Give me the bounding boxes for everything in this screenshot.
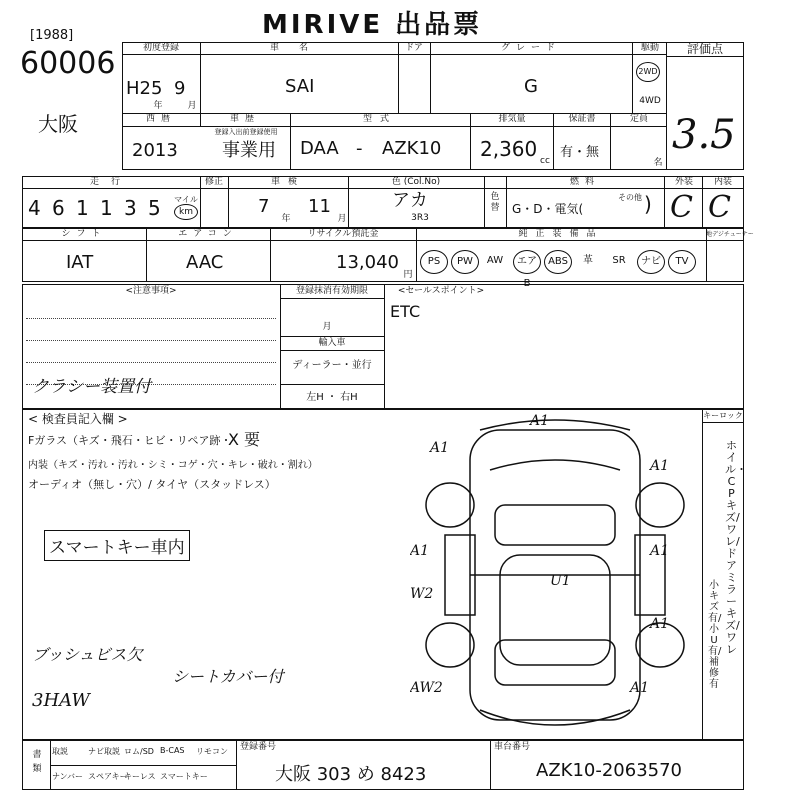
- doors-label: ドア: [405, 43, 423, 53]
- year-western-value: 2013: [132, 140, 178, 161]
- color-code: 3R3: [411, 213, 429, 223]
- inspector-hand-1: ブッシュビス欠: [32, 645, 143, 664]
- inspect-month: 11: [308, 196, 331, 217]
- plate-number: 大阪 303 め 8423: [275, 764, 427, 785]
- damage-mark: A1: [410, 543, 430, 559]
- equipment-item: PS: [420, 250, 448, 274]
- notes-handwritten: クラシー装置付: [32, 377, 151, 397]
- key-lock-note: ホイル・CPキズ/ワレ/ドアミラーキズ/ワレ: [725, 439, 747, 656]
- mileage-digit: 5: [148, 196, 161, 220]
- mileage-digit: 6: [52, 196, 65, 220]
- sales-point-value: ETC: [390, 302, 421, 321]
- auction-location: 大阪: [38, 112, 78, 136]
- drive-2wd: 2WD: [636, 62, 660, 82]
- accessory-item: B-CAS: [160, 746, 185, 755]
- equipment-item: AW: [486, 255, 504, 266]
- first-reg-month: 9: [174, 78, 186, 99]
- grade-value: 3.5: [672, 112, 736, 158]
- import-value: ディーラー・並行: [292, 360, 372, 371]
- history-value: 事業用: [222, 140, 276, 161]
- chassis-number: AZK10-2063570: [536, 760, 683, 781]
- model-code: AZK10: [382, 138, 442, 159]
- mileage-digit: 3: [124, 196, 137, 220]
- inspect-year: 7: [258, 196, 270, 217]
- mileage-digit: 4: [28, 196, 41, 220]
- mileage-digit: 1: [76, 196, 89, 220]
- accessory-item: ナビ取説: [88, 747, 120, 756]
- form-title: MIRIVE 出品票: [262, 10, 483, 40]
- displacement-value: 2,360: [480, 137, 538, 161]
- accessory-item: キーレス: [124, 772, 156, 781]
- equipment-item: エアB: [513, 250, 541, 274]
- first-reg-label: 初度登録: [142, 43, 179, 53]
- interior-grade: C: [708, 190, 731, 225]
- equipment-item: 革: [583, 255, 593, 266]
- grade-label: 評価点: [686, 42, 723, 56]
- damage-mark: A1: [650, 616, 670, 632]
- km-unit: km: [174, 204, 198, 220]
- accessory-item: リモコン: [196, 747, 228, 756]
- accessory-item: ナンバー: [52, 772, 84, 781]
- lot-number: 60006: [20, 46, 116, 81]
- color-value: アカ: [392, 190, 428, 211]
- damage-mark: AW2: [410, 680, 443, 696]
- grade-col-label: グレード: [500, 43, 561, 53]
- car-name-value: SAI: [285, 76, 315, 97]
- steering-value: 左H ・ 右H: [306, 392, 358, 403]
- accessory-item: スマートキー: [160, 772, 208, 781]
- lot-prefix: [1988]: [30, 28, 74, 43]
- damage-mark: A1: [630, 680, 650, 696]
- equipment-item: TV: [668, 250, 696, 274]
- damage-mark: A1: [530, 413, 550, 429]
- warranty-value: 有・無: [560, 145, 600, 160]
- first-reg-year: H25: [126, 78, 163, 99]
- grade-value-text: G: [524, 76, 538, 97]
- inspector-hand-3: 3HAW: [32, 690, 90, 711]
- damage-mark: A1: [650, 543, 670, 559]
- recycle-value: 13,040: [336, 252, 399, 273]
- fuel-value: G・D・電気(: [512, 202, 584, 216]
- drive-label: 駆動: [640, 43, 659, 53]
- drive-4wd: 4WD: [639, 96, 661, 106]
- smart-key-note: スマートキー車内: [44, 530, 190, 561]
- damage-mark: A1: [650, 458, 670, 474]
- equipment-item: PW: [451, 250, 479, 274]
- damage-mark: U1: [550, 573, 571, 589]
- mileage-digit: 1: [100, 196, 113, 220]
- accessory-item: 取説: [52, 747, 68, 756]
- damage-mark: W2: [410, 586, 434, 602]
- inspector-hand-2: シートカバー付: [172, 667, 284, 686]
- car-damage-diagram: [410, 410, 700, 740]
- exterior-grade: C: [670, 190, 693, 225]
- accessory-item: スペアキー: [88, 772, 128, 781]
- aircon-value: AAC: [186, 252, 224, 273]
- accessory-item: ロム/SD: [124, 747, 154, 756]
- equipment-item: ナビ: [637, 250, 665, 274]
- equipment-item: ABS: [544, 250, 572, 274]
- damage-mark: A1: [430, 440, 450, 456]
- key-lock-note-2: 小キズ有/小U有/補修有: [708, 580, 722, 690]
- equipment-item: SR: [612, 255, 626, 266]
- car-name-label: 車名: [269, 43, 328, 53]
- shift-value: IAT: [66, 252, 94, 273]
- model-prefix: DAA: [300, 138, 339, 159]
